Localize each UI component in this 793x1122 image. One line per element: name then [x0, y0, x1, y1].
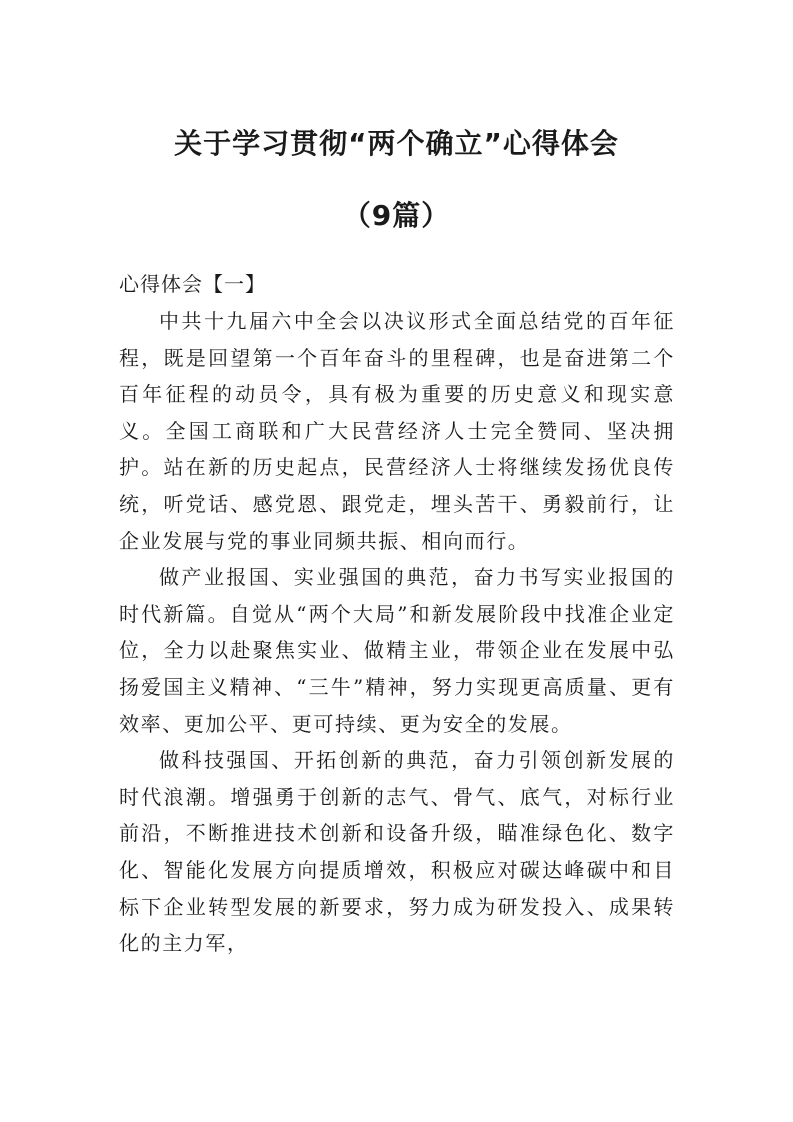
- paragraph-3: 做科技强国、开拓创新的典范，奋力引领创新发展的时代浪潮。增强勇于创新的志气、骨气、底气，对标行业前沿，不断推进技术创新和设备升级，瞄准绿色化、数字化、智能化发展方向提质增效，积极应对碳达峰碳中和目标下企业转型发展的新要求，努力成为研发投入、成果转化的主力军，: [119, 748, 675, 956]
- paragraph-1: 中共十九届六中全会以决议形式全面总结党的百年征程，既是回望第一个百年奋斗的里程碑，也是奋进第二个百年征程的动员令，具有极为重要的历史意义和现实意义。全国工商联和广大民营经济人士完全赞同、坚决拥护。站在新的历史起点，民营经济人士将继续发扬优良传统，听党话、感党恩、跟党走，埋头苦干、勇毅前行，让企业发展与党的事业同频共振、相向而行。: [119, 309, 675, 553]
- document-subtitle: （9篇）: [342, 199, 451, 232]
- body-text: [119, 303, 675, 962]
- paragraph-2: 做产业报国、实业强国的典范，奋力书写实业报国的时代新篇。自觉从“两个大局”和新发展阶段中找准企业定位，全力以赴聚焦实业、做精主业，带领企业在发展中弘扬爱国主义精神、“三牛”精神，努力实现更高质量、更有效率、更加公平、更可持续、更为安全的发展。: [119, 565, 675, 736]
- document-title: 关于学习贯彻“两个确立”心得体会: [174, 127, 619, 160]
- section-heading: 心得体会【一】: [119, 272, 266, 296]
